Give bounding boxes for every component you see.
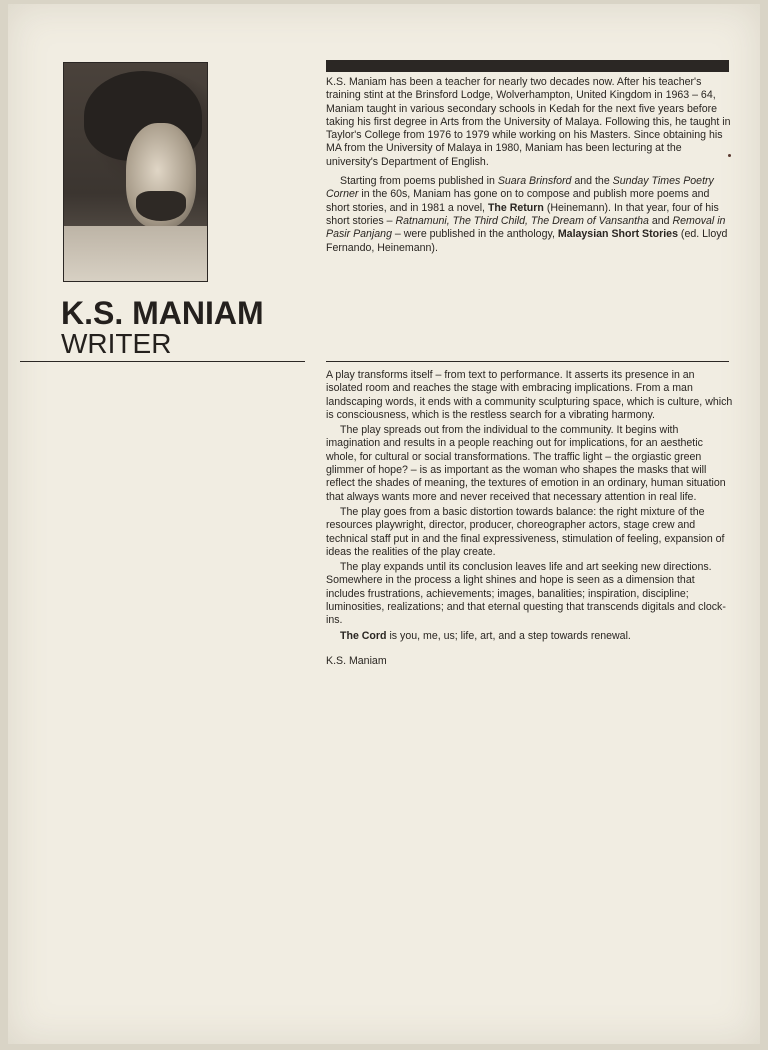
bio-text: and [648,214,673,227]
essay-paragraph-5 [326,630,734,643]
author-role: WRITER [61,328,172,359]
bio-paragraph-2 [326,175,734,255]
essay-paragraph-3: The play goes from a basic distortion towards balance: the right mixture of the resources playwright, director, producer, choreographer actors, stage crew and technical staff put in and the final expressiveness, stimulation of feeling, expansion of ideas the realities of the play create. [326,505,725,558]
ink-speck [728,154,731,157]
author-name: K.S. MANIAM [61,295,264,331]
essay-signature: K.S. Maniam [326,654,387,667]
header-bar [326,60,729,72]
publication-title: Suara Brinsford [497,175,572,188]
story-title: Removal in Pasir Panjang [326,214,726,241]
bio-text: and the [571,175,613,188]
author-biography [326,76,734,255]
portrait-shirt [64,226,207,281]
anthology-title: Malaysian Short Stories [557,228,678,241]
bio-text: (Heinemann). In that year, four of his short stories – [326,201,719,227]
bio-text: in the 60s, Maniam has gone on to compose and publish more poems and short stories, and in 1981 a novel, [326,188,710,214]
bio-paragraph-1: K.S. Maniam has been a teacher for nearly two decades now. After his teacher's training stint at the Brinsford Lodge, Wolverhampton, United Kingdom in 1963 – 64, Maniam taught in various secondary schools in Kedah for the next five years before taking his first degree in Arts from the University of Malaya. Following this, he taught in Taylor's College from 1976 to 1979 while working on his Masters. Since obtaining his MA from the University of Malaya in 1980, Maniam has been lecturing at the university's Department of English. [326,76,731,168]
story-titles: Ratnamuni, The Third Child, The Dream of Vansantha [395,214,649,227]
essay-paragraph-1: A play transforms itself – from text to performance. It asserts its presence in an isolated room and reaches the stage with embracing implications. From a man landscaping words, it ends with a community sculpturing space, which is culture, which is consciousness, which is the restless search for a vibrating harmony. [326,369,733,421]
essay-paragraph-2: The play spreads out from the individual to the community. It begins with imagination and results in a people reaching out for implications, for an aesthetic whole, for cultural or social transformations. The traffic light – the orgiastic green glimmer of hope? – is as important as the woman who shapes the masks that will reflect the shades of meaning, the textures of emotion in an ordinary, human situation that always wants more and never received that necessary attention in real life. [326,424,726,503]
program-page [8,4,760,1044]
divider-left [20,361,305,362]
portrait-beard [136,191,186,221]
bio-text: – were published in the anthology, [391,228,558,241]
bio-text: Starting from poems published in [340,175,498,188]
essay-text: is you, me, us; life, art, and a step towards renewal. [386,629,631,642]
divider-right [326,361,729,362]
publication-title: Sunday Times Poetry Corner [326,175,714,201]
author-portrait-photo [63,62,208,282]
play-title: The Cord [340,629,387,642]
bio-text: (ed. Lloyd Fernando, Heinemann). [326,228,728,254]
essay-paragraph-4: The play expands until its conclusion leaves life and art seeking new directions. Somewhere in the process a light shines and hope is seen as a dimension that includes frustrations, achievements; images, banalities; inspiration, discipline; luminosities, realizations; and that eternal questing that transcends digitals and clock-ins. [326,561,726,627]
author-essay [326,369,734,668]
novel-title: The Return [487,201,544,214]
